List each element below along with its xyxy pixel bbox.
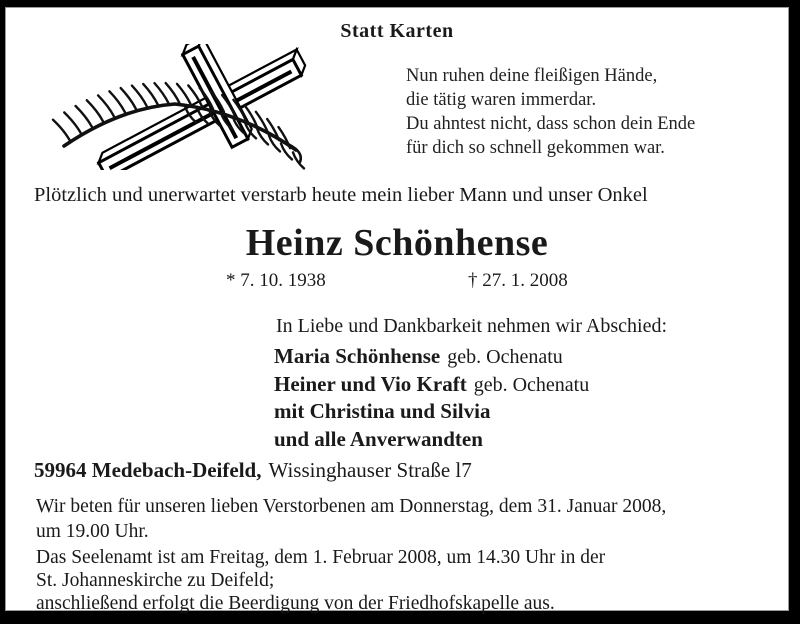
mourner-name: Maria Schönhense xyxy=(274,344,441,368)
prayer-announcement xyxy=(36,495,666,544)
death-date: † 27. 1. 2008 xyxy=(468,270,568,291)
poem-line: Nun ruhen deine fleißigen Hände, xyxy=(406,66,658,86)
mourners-list xyxy=(274,343,589,453)
mourner-name: mit Christina und Silvia xyxy=(274,399,491,423)
mourner-maiden-name: geb. Ochenatu xyxy=(447,346,563,368)
poem-line: für dich so schnell gekommen war. xyxy=(406,138,665,158)
mourner-maiden-name: geb. Ochenatu xyxy=(473,373,590,396)
statt-karten-header: Statt Karten xyxy=(340,20,454,42)
service-line: anschließend erfolgt die Beerdigung von der Friedhofskapelle aus. xyxy=(36,593,555,614)
prayer-line: um 19.00 Uhr. xyxy=(36,520,149,542)
mourner-line xyxy=(274,398,589,426)
birth-date: * 7. 10. 1938 xyxy=(226,270,326,291)
prayer-line: Wir beten für unseren lieben Verstorbenen am Donnerstag, dem 31. Januar 2008, xyxy=(36,496,667,517)
service-line: Das Seelenamt ist am Freitag, dem 1. Februar 2008, um 14.30 Uhr in der xyxy=(36,547,606,568)
obituary-paper xyxy=(6,8,788,614)
announcement-line: Plötzlich und unerwartet verstarb heute mein lieber Mann und unser Onkel xyxy=(34,184,648,206)
mourner-line xyxy=(274,426,589,454)
mourner-line xyxy=(274,371,589,399)
funeral-service-details xyxy=(36,546,605,615)
poem-line: Du ahntest nicht, dass schon dein Ende xyxy=(406,114,696,134)
address-city: 59964 Medebach-Deifeld, xyxy=(34,458,262,482)
memorial-poem xyxy=(406,64,695,160)
palm-branch-and-cross-icon xyxy=(50,44,322,170)
address-line xyxy=(34,458,472,483)
mourner-line xyxy=(274,343,589,371)
mourner-name: Heiner und Vio Kraft xyxy=(274,371,467,396)
poem-line: die tätig waren immerdar. xyxy=(406,90,597,110)
farewell-intro: In Liebe und Dankbarkeit nehmen wir Abschied: xyxy=(276,315,667,337)
address-street: Wissinghauser Straße l7 xyxy=(268,458,472,482)
mourner-name: und alle Anverwandten xyxy=(274,426,483,451)
service-line: St. Johanneskirche zu Deifeld; xyxy=(36,570,275,591)
deceased-name: Heinz Schönhense xyxy=(245,222,549,264)
